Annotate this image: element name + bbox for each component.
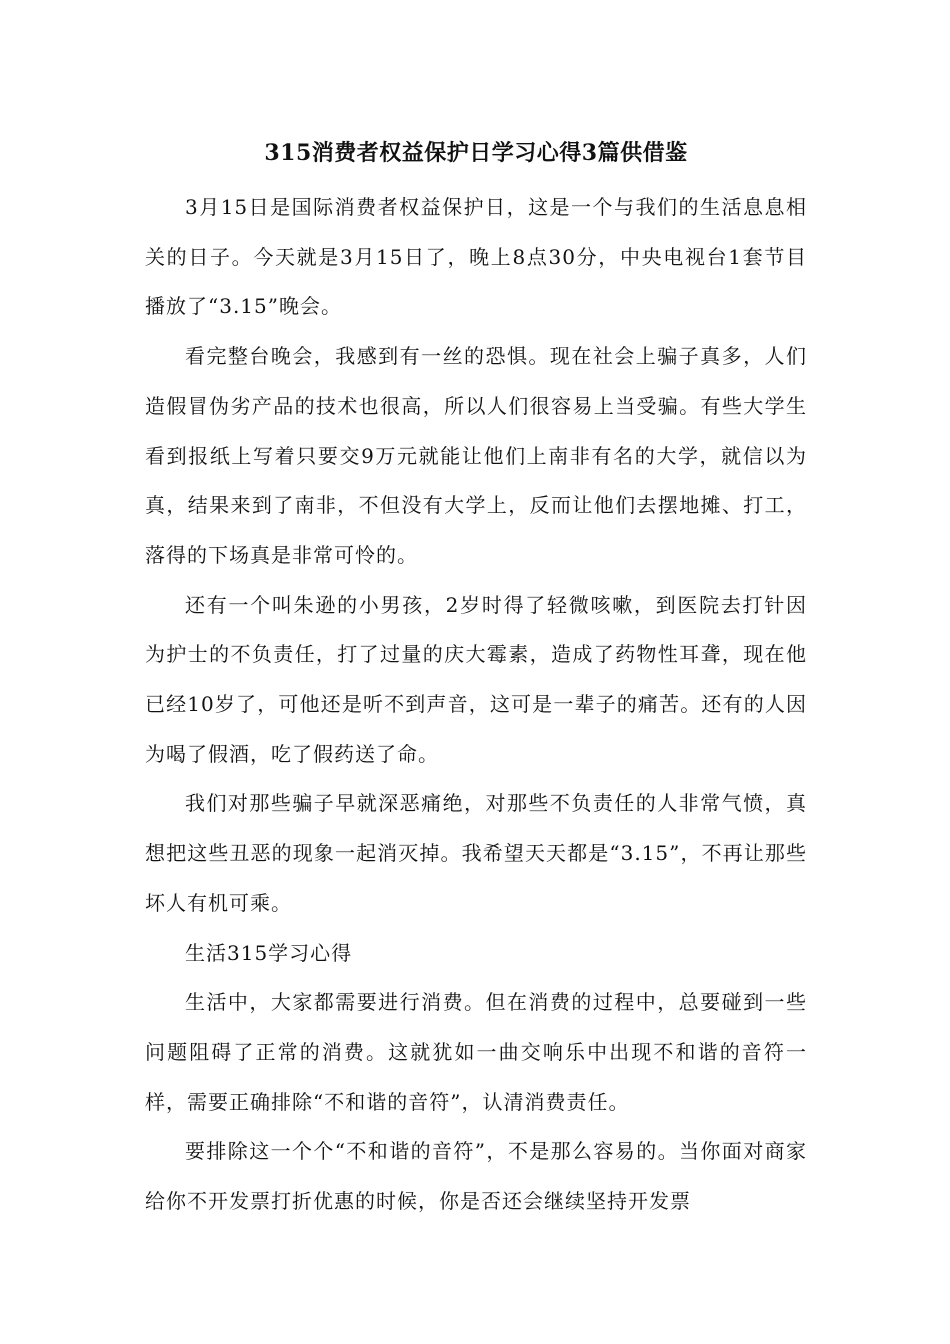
section-heading: 生活315学习心得: [185, 940, 353, 965]
paragraph-1: 3月15日是国际消费者权益保护日，这是一个与我们的生活息息相关的日子。今天就是3月15日了，晚上8点30分，中央电视台1套节目播放了“3.15”晚会。: [145, 195, 807, 319]
paragraph-5: 生活中，大家都需要进行消费。但在消费的过程中，总要碰到一些问题阻碍了正常的消费。这就犹如一曲交响乐中出现不和谐的音符一样，需要正确排除“不和谐的音符”，认清消费责任。: [145, 990, 807, 1114]
paragraph-4: 我们对那些骗子早就深恶痛绝，对那些不负责任的人非常气愤，真想把这些丑恶的现象一起消灭掉。我希望天天都是“3.15”，不再让那些坏人有机可乘。: [145, 791, 807, 915]
document-body: [145, 133, 807, 1227]
paragraph-2: 看完整台晚会，我感到有一丝的恐惧。现在社会上骗子真多，人们造假冒伪劣产品的技术也很高，所以人们很容易上当受骗。有些大学生看到报纸上写着只要交9万元就能让他们上南非有名的大学，就信以为真，结果来到了南非，不但没有大学上，反而让他们去摆地摊、打工，落得的下场真是非常可怜的。: [145, 344, 807, 567]
paragraph-3: 还有一个叫朱逊的小男孩，2岁时得了轻微咳嗽，到医院去打针因为护士的不负责任，打了过量的庆大霉素，造成了药物性耳聋，现在他已经10岁了，可他还是听不到声音，这可是一辈子的痛苦。还有的人因为喝了假酒，吃了假药送了命。: [145, 592, 807, 766]
paragraph-6: 要排除这一个个“不和谐的音符”，不是那么容易的。当你面对商家给你不开发票打折优惠的时候，你是否还会继续坚持开发票: [145, 1139, 807, 1214]
document-title: 315消费者权益保护日学习心得3篇供借鉴: [264, 140, 688, 166]
